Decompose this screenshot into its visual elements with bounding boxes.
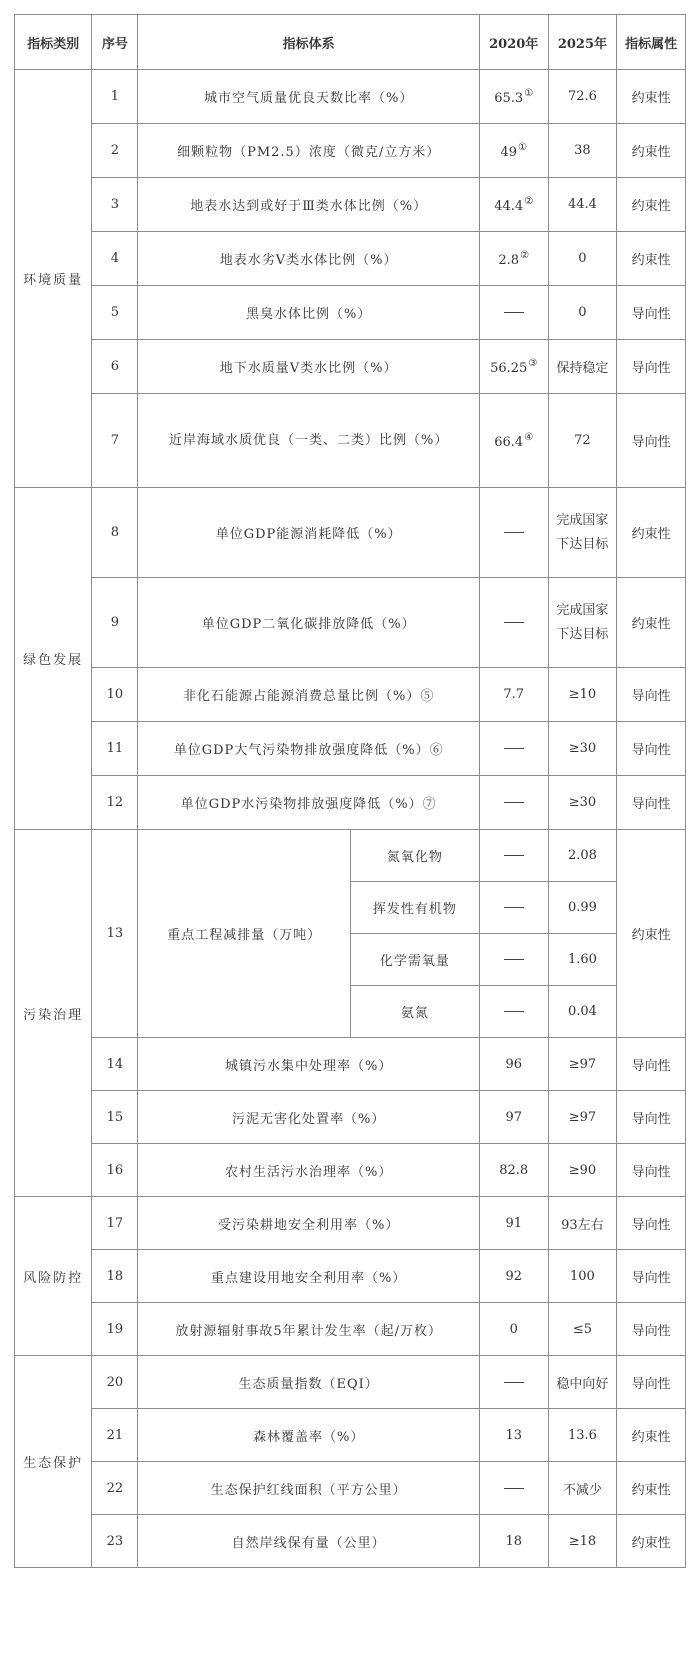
attribute-cell: 约束性 bbox=[617, 178, 686, 232]
header-attribute: 指标属性 bbox=[617, 15, 686, 70]
attribute-cell: 导向性 bbox=[617, 286, 686, 340]
table-row bbox=[15, 578, 686, 668]
value-text: 56.25 bbox=[490, 360, 528, 376]
footnote-marker: ④ bbox=[524, 431, 534, 443]
table-row bbox=[15, 830, 686, 882]
table-row bbox=[15, 286, 686, 340]
attribute-cell: 导向性 bbox=[617, 1250, 686, 1303]
sub-indicator: 挥发性有机物 bbox=[351, 882, 480, 934]
value-text: 44.4 bbox=[494, 198, 524, 214]
indicator-text: 生态保护红线面积（平方公里） bbox=[138, 1462, 479, 1515]
dash-mark bbox=[504, 1488, 524, 1489]
value-text: 13 bbox=[505, 1427, 522, 1443]
value-2025: ≥30 bbox=[548, 722, 617, 776]
value-2025: 100 bbox=[548, 1250, 617, 1303]
row-number: 5 bbox=[92, 286, 138, 340]
value-2020 bbox=[479, 1356, 548, 1409]
row-number: 20 bbox=[92, 1356, 138, 1409]
row-number: 15 bbox=[92, 1091, 138, 1144]
indicator-text: 地表水劣Ⅴ类水体比例（%） bbox=[138, 232, 479, 286]
row-number: 17 bbox=[92, 1197, 138, 1250]
attribute-cell: 约束性 bbox=[617, 1409, 686, 1462]
value-2020 bbox=[479, 1250, 548, 1303]
dash-mark bbox=[504, 802, 524, 803]
row-number: 1 bbox=[92, 70, 138, 124]
indicator-text: 单位GDP能源消耗降低（%） bbox=[138, 488, 479, 578]
value-2020 bbox=[479, 1515, 548, 1568]
category-cell: 环境质量 bbox=[15, 70, 92, 488]
value-2020 bbox=[479, 70, 548, 124]
value-2020 bbox=[479, 286, 548, 340]
value-2020 bbox=[479, 124, 548, 178]
table-row bbox=[15, 1303, 686, 1356]
value-2020 bbox=[479, 232, 548, 286]
value-2025: 13.6 bbox=[548, 1409, 617, 1462]
indicator-text: 城镇污水集中处理率（%） bbox=[138, 1038, 479, 1091]
category-cell: 绿色发展 bbox=[15, 488, 92, 830]
dash-mark bbox=[504, 907, 524, 908]
value-2020 bbox=[479, 1197, 548, 1250]
sub-indicator: 氨氮 bbox=[351, 986, 480, 1038]
row-number: 14 bbox=[92, 1038, 138, 1091]
dash-mark bbox=[504, 622, 524, 623]
row-number: 7 bbox=[92, 394, 138, 488]
indicator-text: 重点建设用地安全利用率（%） bbox=[138, 1250, 479, 1303]
indicator-text: 重点工程减排量（万吨） bbox=[138, 830, 351, 1038]
value-2025: 44.4 bbox=[548, 178, 617, 232]
indicator-text: 近岸海域水质优良（一类、二类）比例（%） bbox=[138, 394, 479, 488]
footnote-marker: ② bbox=[524, 195, 534, 207]
value-2025: 保持稳定 bbox=[548, 340, 617, 394]
dash-mark bbox=[504, 855, 524, 856]
value-2025: ≤5 bbox=[548, 1303, 617, 1356]
attribute-cell: 导向性 bbox=[617, 1303, 686, 1356]
value-text: 65.3 bbox=[494, 90, 524, 106]
table-row bbox=[15, 394, 686, 488]
attribute-cell: 约束性 bbox=[617, 488, 686, 578]
value-2025: 72 bbox=[548, 394, 617, 488]
attribute-cell: 导向性 bbox=[617, 1091, 686, 1144]
indicator-text: 城市空气质量优良天数比率（%） bbox=[138, 70, 479, 124]
attribute-cell: 导向性 bbox=[617, 394, 686, 488]
footnote-marker: ① bbox=[518, 141, 527, 153]
value-2020 bbox=[479, 1144, 548, 1197]
indicator-text: 自然岸线保有量（公里） bbox=[138, 1515, 479, 1568]
dash-mark bbox=[504, 1011, 524, 1012]
indicator-text: 非化石能源占能源消费总量比例（%）⑤ bbox=[138, 668, 479, 722]
table-row bbox=[15, 1144, 686, 1197]
value-2025: 不减少 bbox=[548, 1462, 617, 1515]
footnote-marker: ② bbox=[520, 249, 530, 261]
value-2025: 稳中向好 bbox=[548, 1356, 617, 1409]
attribute-cell: 导向性 bbox=[617, 776, 686, 830]
value-2020 bbox=[479, 776, 548, 830]
attribute-cell: 约束性 bbox=[617, 1515, 686, 1568]
indicator-text: 生态质量指数（EQI） bbox=[138, 1356, 479, 1409]
table-row bbox=[15, 70, 686, 124]
table-row bbox=[15, 340, 686, 394]
row-number: 22 bbox=[92, 1462, 138, 1515]
value-2020 bbox=[479, 578, 548, 668]
value-text: 18 bbox=[505, 1533, 522, 1549]
attribute-cell: 约束性 bbox=[617, 578, 686, 668]
value-2020 bbox=[479, 488, 548, 578]
attribute-cell: 导向性 bbox=[617, 1038, 686, 1091]
value-2020 bbox=[479, 394, 548, 488]
value-2025: 1.60 bbox=[548, 934, 617, 986]
value-2020 bbox=[479, 1409, 548, 1462]
row-number: 16 bbox=[92, 1144, 138, 1197]
table-row bbox=[15, 668, 686, 722]
attribute-cell: 导向性 bbox=[617, 1197, 686, 1250]
value-text: 0 bbox=[509, 1321, 518, 1337]
footnote-marker: ③ bbox=[528, 357, 538, 369]
attribute-cell: 导向性 bbox=[617, 1144, 686, 1197]
attribute-cell: 约束性 bbox=[617, 1462, 686, 1515]
value-2025: 2.08 bbox=[548, 830, 617, 882]
value-text: 66.4 bbox=[494, 434, 524, 450]
sub-indicator: 氮氧化物 bbox=[351, 830, 480, 882]
attribute-cell: 约束性 bbox=[617, 70, 686, 124]
header-2020: 2020年 bbox=[479, 15, 548, 70]
indicator-text: 森林覆盖率（%） bbox=[138, 1409, 479, 1462]
sub-indicator: 化学需氧量 bbox=[351, 934, 480, 986]
value-2020 bbox=[479, 722, 548, 776]
table-row bbox=[15, 722, 686, 776]
indicator-text: 单位GDP水污染物排放强度降低（%）⑦ bbox=[138, 776, 479, 830]
value-text: 96 bbox=[505, 1056, 522, 1072]
indicator-table bbox=[14, 14, 686, 1568]
table-row bbox=[15, 1038, 686, 1091]
row-number: 11 bbox=[92, 722, 138, 776]
footnote-marker: ① bbox=[524, 87, 534, 99]
indicator-text: 地表水达到或好于Ⅲ类水体比例（%） bbox=[138, 178, 479, 232]
header-category: 指标类别 bbox=[15, 15, 92, 70]
value-text: 97 bbox=[505, 1109, 522, 1125]
header-2025: 2025年 bbox=[548, 15, 617, 70]
value-text: 49 bbox=[500, 144, 517, 160]
value-text: 2.8 bbox=[498, 252, 520, 268]
value-2025: 0 bbox=[548, 286, 617, 340]
table-row bbox=[15, 1515, 686, 1568]
table-row bbox=[15, 124, 686, 178]
value-2025: 93左右 bbox=[548, 1197, 617, 1250]
value-2025: 38 bbox=[548, 124, 617, 178]
value-2020 bbox=[479, 934, 548, 986]
value-2025: 完成国家下达目标 bbox=[548, 488, 617, 578]
value-2025: 72.6 bbox=[548, 70, 617, 124]
value-text: 91 bbox=[505, 1215, 522, 1231]
row-number: 3 bbox=[92, 178, 138, 232]
value-2025: ≥97 bbox=[548, 1091, 617, 1144]
row-number: 6 bbox=[92, 340, 138, 394]
table-row bbox=[15, 1409, 686, 1462]
dash-mark bbox=[504, 1382, 524, 1383]
value-2020 bbox=[479, 340, 548, 394]
value-2025: ≥97 bbox=[548, 1038, 617, 1091]
header-number: 序号 bbox=[92, 15, 138, 70]
table-row bbox=[15, 1462, 686, 1515]
value-text: 92 bbox=[505, 1268, 522, 1284]
category-cell: 风险防控 bbox=[15, 1197, 92, 1356]
attribute-cell: 导向性 bbox=[617, 668, 686, 722]
value-2025: 0.04 bbox=[548, 986, 617, 1038]
row-number: 2 bbox=[92, 124, 138, 178]
attribute-cell: 约束性 bbox=[617, 232, 686, 286]
table-row bbox=[15, 1356, 686, 1409]
attribute-cell: 导向性 bbox=[617, 722, 686, 776]
value-2020 bbox=[479, 1462, 548, 1515]
value-2020 bbox=[479, 1038, 548, 1091]
row-number: 23 bbox=[92, 1515, 138, 1568]
table-row bbox=[15, 232, 686, 286]
row-number: 18 bbox=[92, 1250, 138, 1303]
indicator-text: 放射源辐射事故5年累计发生率（起/万枚） bbox=[138, 1303, 479, 1356]
row-number: 13 bbox=[92, 830, 138, 1038]
table-body bbox=[15, 70, 686, 1568]
row-number: 12 bbox=[92, 776, 138, 830]
row-number: 10 bbox=[92, 668, 138, 722]
value-text: 7.7 bbox=[503, 687, 525, 702]
table-row bbox=[15, 178, 686, 232]
table-row bbox=[15, 1250, 686, 1303]
row-number: 21 bbox=[92, 1409, 138, 1462]
table-row bbox=[15, 1091, 686, 1144]
row-number: 8 bbox=[92, 488, 138, 578]
value-2025: ≥90 bbox=[548, 1144, 617, 1197]
category-cell: 污染治理 bbox=[15, 830, 92, 1197]
value-2025: ≥18 bbox=[548, 1515, 617, 1568]
value-text: 82.8 bbox=[499, 1162, 529, 1178]
value-2020 bbox=[479, 830, 548, 882]
header-row bbox=[15, 15, 686, 70]
value-2020 bbox=[479, 668, 548, 722]
dash-mark bbox=[504, 312, 524, 313]
dash-mark bbox=[504, 959, 524, 960]
attribute-cell: 约束性 bbox=[617, 830, 686, 1038]
value-2025: ≥10 bbox=[548, 668, 617, 722]
value-2025: 0.99 bbox=[548, 882, 617, 934]
indicator-text: 单位GDP二氧化碳排放降低（%） bbox=[138, 578, 479, 668]
indicator-text: 农村生活污水治理率（%） bbox=[138, 1144, 479, 1197]
value-2025: 0 bbox=[548, 232, 617, 286]
indicator-text: 黑臭水体比例（%） bbox=[138, 286, 479, 340]
dash-mark bbox=[504, 748, 524, 749]
value-2020 bbox=[479, 882, 548, 934]
indicator-text: 受污染耕地安全利用率（%） bbox=[138, 1197, 479, 1250]
table-row bbox=[15, 1197, 686, 1250]
value-2020 bbox=[479, 1091, 548, 1144]
attribute-cell: 导向性 bbox=[617, 1356, 686, 1409]
header-indicator: 指标体系 bbox=[138, 15, 479, 70]
indicator-text: 细颗粒物（PM2.5）浓度（微克/立方米） bbox=[138, 124, 479, 178]
row-number: 4 bbox=[92, 232, 138, 286]
dash-mark bbox=[504, 532, 524, 533]
indicator-text: 地下水质量Ⅴ类水比例（%） bbox=[138, 340, 479, 394]
value-2025: ≥30 bbox=[548, 776, 617, 830]
value-2020 bbox=[479, 1303, 548, 1356]
table-row bbox=[15, 488, 686, 578]
table-row bbox=[15, 776, 686, 830]
value-2020 bbox=[479, 178, 548, 232]
value-2020 bbox=[479, 986, 548, 1038]
indicator-text: 单位GDP大气污染物排放强度降低（%）⑥ bbox=[138, 722, 479, 776]
attribute-cell: 导向性 bbox=[617, 340, 686, 394]
row-number: 19 bbox=[92, 1303, 138, 1356]
category-cell: 生态保护 bbox=[15, 1356, 92, 1568]
value-2025: 完成国家下达目标 bbox=[548, 578, 617, 668]
indicator-text: 污泥无害化处置率（%） bbox=[138, 1091, 479, 1144]
row-number: 9 bbox=[92, 578, 138, 668]
attribute-cell: 约束性 bbox=[617, 124, 686, 178]
